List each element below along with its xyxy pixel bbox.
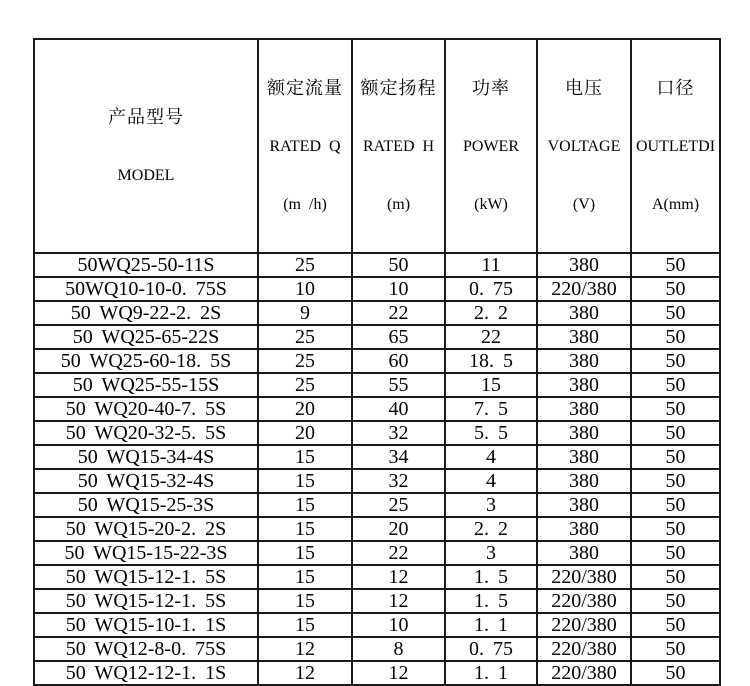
header-cell-rated-h	[352, 39, 445, 253]
cell-rated-q: 25	[258, 349, 352, 373]
table-row	[34, 661, 720, 685]
cell-model: 50 WQ20-40-7. 5S	[34, 397, 258, 421]
cell-power: 18. 5	[445, 349, 537, 373]
header-unit-label: (m /h)	[283, 196, 327, 213]
cell-power: 5. 5	[445, 421, 537, 445]
cell-voltage: 380	[537, 469, 631, 493]
cell-power: 3	[445, 541, 537, 565]
cell-rated-q: 9	[258, 301, 352, 325]
cell-power: 7. 5	[445, 397, 537, 421]
cell-voltage: 380	[537, 301, 631, 325]
header-cell-power	[445, 39, 537, 253]
cell-rated-q: 15	[258, 469, 352, 493]
header-zh-label: 口径	[656, 78, 695, 98]
pump-spec-table	[33, 38, 721, 686]
cell-outlet-dia: 50	[631, 637, 720, 661]
cell-model: 50WQ10-10-0. 75S	[34, 277, 258, 301]
cell-model: 50 WQ15-20-2. 2S	[34, 517, 258, 541]
cell-voltage: 380	[537, 373, 631, 397]
cell-power: 1. 5	[445, 565, 537, 589]
table-row	[34, 637, 720, 661]
cell-model: 50 WQ15-34-4S	[34, 445, 258, 469]
cell-model: 50 WQ15-15-22-3S	[34, 541, 258, 565]
cell-rated-q: 15	[258, 541, 352, 565]
table-header	[34, 39, 720, 253]
header-zh-label: 功率	[472, 78, 510, 98]
cell-rated-h: 12	[352, 565, 445, 589]
cell-rated-h: 25	[352, 493, 445, 517]
cell-rated-h: 65	[352, 325, 445, 349]
header-cell-model	[34, 39, 258, 253]
cell-rated-q: 20	[258, 421, 352, 445]
cell-power: 1. 1	[445, 613, 537, 637]
cell-voltage: 220/380	[537, 637, 631, 661]
cell-outlet-dia: 50	[631, 349, 720, 373]
cell-voltage: 220/380	[537, 661, 631, 685]
cell-rated-h: 60	[352, 349, 445, 373]
header-en-label: POWER	[463, 138, 519, 155]
header-cell-voltage	[537, 39, 631, 253]
table-row	[34, 277, 720, 301]
cell-power: 22	[445, 325, 537, 349]
cell-rated-h: 55	[352, 373, 445, 397]
cell-model: 50 WQ12-12-1. 1S	[34, 661, 258, 685]
cell-voltage: 220/380	[537, 589, 631, 613]
cell-rated-h: 12	[352, 589, 445, 613]
header-en-label: VOLTAGE	[547, 138, 621, 155]
cell-rated-q: 25	[258, 325, 352, 349]
cell-power: 4	[445, 469, 537, 493]
table-row	[34, 541, 720, 565]
header-en-label: RATED H	[362, 138, 435, 155]
cell-outlet-dia: 50	[631, 589, 720, 613]
table-row	[34, 301, 720, 325]
table-row	[34, 469, 720, 493]
cell-rated-h: 34	[352, 445, 445, 469]
table-body	[34, 253, 720, 685]
cell-outlet-dia: 50	[631, 373, 720, 397]
table-row	[34, 253, 720, 277]
cell-model: 50 WQ25-60-18. 5S	[34, 349, 258, 373]
table-row	[34, 493, 720, 517]
cell-voltage: 380	[537, 253, 631, 277]
table-row	[34, 445, 720, 469]
cell-model: 50 WQ15-12-1. 5S	[34, 565, 258, 589]
cell-model: 50 WQ25-55-15S	[34, 373, 258, 397]
header-unit-label: A(mm)	[651, 196, 700, 213]
cell-outlet-dia: 50	[631, 301, 720, 325]
cell-power: 11	[445, 253, 537, 277]
cell-voltage: 220/380	[537, 277, 631, 301]
header-cell-rated-q	[258, 39, 352, 253]
table-row	[34, 349, 720, 373]
cell-power: 4	[445, 445, 537, 469]
cell-voltage: 380	[537, 349, 631, 373]
cell-outlet-dia: 50	[631, 445, 720, 469]
cell-power: 2. 2	[445, 517, 537, 541]
header-cell-outlet-dia	[631, 39, 720, 253]
cell-power: 15	[445, 373, 537, 397]
cell-model: 50 WQ15-32-4S	[34, 469, 258, 493]
cell-outlet-dia: 50	[631, 565, 720, 589]
cell-rated-q: 25	[258, 253, 352, 277]
cell-outlet-dia: 50	[631, 493, 720, 517]
cell-rated-q: 15	[258, 565, 352, 589]
table-row	[34, 421, 720, 445]
cell-power: 1. 1	[445, 661, 537, 685]
cell-rated-q: 15	[258, 517, 352, 541]
cell-rated-h: 40	[352, 397, 445, 421]
header-unit-label: (V)	[572, 196, 596, 213]
cell-rated-q: 15	[258, 445, 352, 469]
header-zh-label: 电压	[565, 78, 603, 98]
header-unit-label: (kW)	[474, 196, 508, 213]
cell-rated-q: 15	[258, 613, 352, 637]
cell-rated-h: 8	[352, 637, 445, 661]
table-row	[34, 517, 720, 541]
cell-rated-q: 15	[258, 493, 352, 517]
table-row	[34, 397, 720, 421]
header-en-label: MODEL	[117, 167, 175, 184]
cell-outlet-dia: 50	[631, 517, 720, 541]
cell-model: 50 WQ15-25-3S	[34, 493, 258, 517]
cell-outlet-dia: 50	[631, 541, 720, 565]
cell-rated-q: 25	[258, 373, 352, 397]
cell-rated-h: 22	[352, 301, 445, 325]
table-row	[34, 565, 720, 589]
cell-voltage: 380	[537, 421, 631, 445]
table-row	[34, 373, 720, 397]
cell-model: 50 WQ15-12-1. 5S	[34, 589, 258, 613]
table-row	[34, 589, 720, 613]
cell-voltage: 380	[537, 397, 631, 421]
cell-power: 0. 75	[445, 637, 537, 661]
cell-rated-h: 20	[352, 517, 445, 541]
cell-rated-h: 10	[352, 277, 445, 301]
cell-outlet-dia: 50	[631, 253, 720, 277]
cell-power: 2. 2	[445, 301, 537, 325]
header-zh-label: 额定扬程	[360, 78, 437, 98]
cell-rated-q: 20	[258, 397, 352, 421]
cell-power: 3	[445, 493, 537, 517]
cell-model: 50 WQ20-32-5. 5S	[34, 421, 258, 445]
cell-rated-h: 12	[352, 661, 445, 685]
cell-outlet-dia: 50	[631, 277, 720, 301]
cell-model: 50 WQ9-22-2. 2S	[34, 301, 258, 325]
cell-power: 1. 5	[445, 589, 537, 613]
header-unit-label: (m)	[386, 196, 411, 213]
cell-model: 50 WQ25-65-22S	[34, 325, 258, 349]
header-en-label: OUTLETDI	[635, 138, 716, 155]
cell-outlet-dia: 50	[631, 325, 720, 349]
cell-rated-h: 50	[352, 253, 445, 277]
cell-outlet-dia: 50	[631, 421, 720, 445]
cell-rated-q: 12	[258, 661, 352, 685]
cell-rated-h: 22	[352, 541, 445, 565]
cell-outlet-dia: 50	[631, 469, 720, 493]
table-row	[34, 613, 720, 637]
cell-outlet-dia: 50	[631, 661, 720, 685]
header-row	[34, 39, 720, 253]
cell-rated-h: 32	[352, 469, 445, 493]
cell-outlet-dia: 50	[631, 397, 720, 421]
header-zh-label: 产品型号	[108, 107, 184, 127]
cell-voltage: 380	[537, 493, 631, 517]
cell-power: 0. 75	[445, 277, 537, 301]
cell-voltage: 380	[537, 541, 631, 565]
cell-voltage: 380	[537, 517, 631, 541]
cell-rated-q: 10	[258, 277, 352, 301]
table-row	[34, 325, 720, 349]
header-en-label: RATED Q	[269, 138, 341, 155]
cell-rated-q: 15	[258, 589, 352, 613]
cell-model: 50 WQ15-10-1. 1S	[34, 613, 258, 637]
cell-voltage: 380	[537, 325, 631, 349]
header-zh-label: 额定流量	[267, 78, 343, 98]
cell-rated-h: 32	[352, 421, 445, 445]
cell-voltage: 220/380	[537, 613, 631, 637]
cell-voltage: 380	[537, 445, 631, 469]
cell-voltage: 220/380	[537, 565, 631, 589]
cell-model: 50 WQ12-8-0. 75S	[34, 637, 258, 661]
cell-outlet-dia: 50	[631, 613, 720, 637]
cell-model: 50WQ25-50-11S	[34, 253, 258, 277]
cell-rated-q: 12	[258, 637, 352, 661]
cell-rated-h: 10	[352, 613, 445, 637]
